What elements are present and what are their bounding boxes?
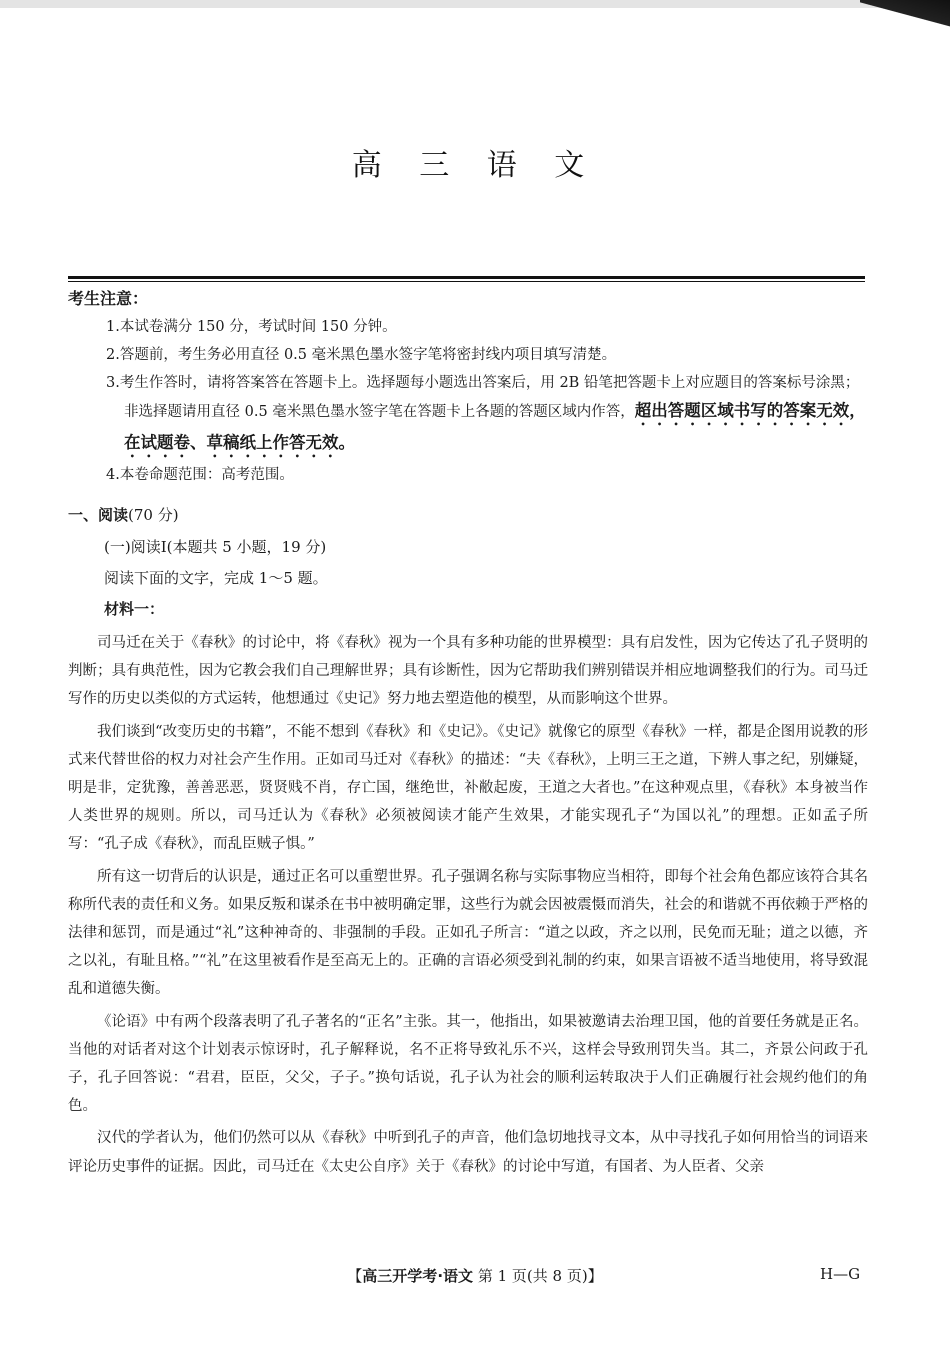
passage-paragraph: 我们谈到“改变历史的书籍”，不能不想到《春秋》和《史记》。《史记》就像它的原型《春秋》一样，都是企图用说教的形式来代替世俗的权力对社会产生作用。正如司马迁对《春秋》的描述：“夫《春秋》，上明三王之道，下辨人事之纪，别嫌疑，明是非，定犹豫，善善恶恶，贤贤贱不肖，存亡国，继绝世，补敝起废，王道之大者也。”在这种观点里，《春秋》本身被当作人类世界的规则。所以，司马迁认为《春秋》必须被阅读才能产生效果，才能实现孔子“为国以礼”的理想。正如孟子所写：“孔子成《春秋》，而乱臣贼子惧。” bbox=[68, 723, 868, 853]
passage-paragraph: 所有这一切背后的认识是，通过正名可以重塑世界。孔子强调名称与实际事物应当相符，即每个社会角色都应该符合其名称所代表的责任和义务。如果反叛和谋杀在书中被明确定罪，这些行为就会因被震慑而消失，社会的和谐就不再依赖于严格的法律和惩罚，而是通过“礼”这种神奇的、非强制的手段。正如孔子所言：“道之以政，齐之以刑，民免而无耻；道之以德，齐之以礼，有耻且格。”“礼”在这里被看作是至高无上的。正确的言语必须受到礼制的约束，如果言语被不适当地使用，将导致混乱和道德失衡。 bbox=[68, 868, 868, 998]
material-label-text: 材料一： bbox=[104, 600, 165, 618]
notice-item-1: 1.本试卷满分 150 分，考试时间 150 分钟。 bbox=[106, 319, 397, 335]
footer-page-number: 第 1 页(共 8 页) bbox=[477, 1267, 588, 1285]
subsection-heading: (一)阅读Ⅰ(本题共 5 小题，19 分) bbox=[104, 538, 327, 556]
footer-dot: · bbox=[437, 1267, 444, 1285]
passage-paragraph: 汉代的学者认为，他们仍然可以从《春秋》中听到孔子的声音，他们急切地找寻文本，从中寻找孔子如何用恰当的词语来评论历史事件的证据。因此，司马迁在《太史公自序》关于《春秋》的讨论中写道，有国者、为人臣者、父亲 bbox=[68, 1130, 868, 1175]
footer-subject: 语文 bbox=[443, 1267, 474, 1285]
header-rule bbox=[68, 276, 865, 279]
section-heading bbox=[68, 504, 179, 526]
notice-item-3-emphasis: 超出答题区域书写的答案无效，在试题卷、草稿纸上作答无效。 bbox=[124, 401, 866, 452]
scan-corner-shadow bbox=[860, 0, 950, 34]
notice-item-3 bbox=[106, 369, 866, 461]
notice-item-2: 2.答题前，考生务必用直径 0.5 毫米黑色墨水签字笔将密封线内项目填写清楚。 bbox=[106, 347, 617, 363]
passage-paragraph: 司马迁在关于《春秋》的讨论中，将《春秋》视为一个具有多种功能的世界模型：具有启发性，因为它传达了孔子贤明的判断；具有典范性，因为它教会我们自己理解世界；具有诊断性，因为它帮助我们辨别错误并相应地调整我们的行为。司马迁写作的历史以类似的方式运转，他想通过《史记》努力地去塑造他的模型，从而影响这个世界。 bbox=[68, 635, 868, 708]
scan-edge bbox=[0, 0, 950, 8]
footer-bracket-close: 】 bbox=[587, 1267, 603, 1285]
header-rule-thin bbox=[68, 281, 865, 282]
reading-instruction: 阅读下面的文字，完成 1～5 题。 bbox=[104, 569, 328, 587]
passage-paragraph: 《论语》中有两个段落表明了孔子著名的“正名”主张。其一，他指出，如果被邀请去治理卫国，他的首要任务就是正名。当他的对话者对这个计划表示惊讶时，孔子解释说，名不正将导致礼乐不兴，这样会导致刑罚失当。其二，齐景公问政于孔子，孔子回答说：“君君，臣臣，父父，子子。”换句话说，孔子认为社会的顺利运转取决于人们正确履行社会规约他们的角色。 bbox=[68, 1013, 868, 1115]
notice-item-4: 4.本卷命题范围：高考范围。 bbox=[106, 467, 294, 483]
page-footer bbox=[0, 1265, 950, 1286]
page-title: 高 三 语 文 bbox=[351, 148, 599, 183]
notice-heading: 考生注意： bbox=[68, 289, 149, 308]
notice-list bbox=[106, 313, 866, 489]
reading-passage bbox=[68, 629, 868, 1185]
material-label bbox=[104, 598, 164, 620]
section-label: 一、阅读 bbox=[68, 506, 129, 524]
footer-exam: 高三开学考 bbox=[362, 1267, 438, 1285]
notice-item-3-text: 3.考生作答时，请将答案答在答题卡上。选择题每小题选出答案后，用 2B 铅笔把答题卡上对应题目的答案标号涂黑；非选择题请用直径 0.5 毫米黑色墨水签字笔在答题卡上各题的答题区域内作答， bbox=[106, 375, 860, 420]
footer-bracket-open: 【 bbox=[347, 1267, 363, 1285]
paper-code: H—G bbox=[820, 1265, 861, 1283]
section-score: (70 分) bbox=[128, 506, 179, 524]
